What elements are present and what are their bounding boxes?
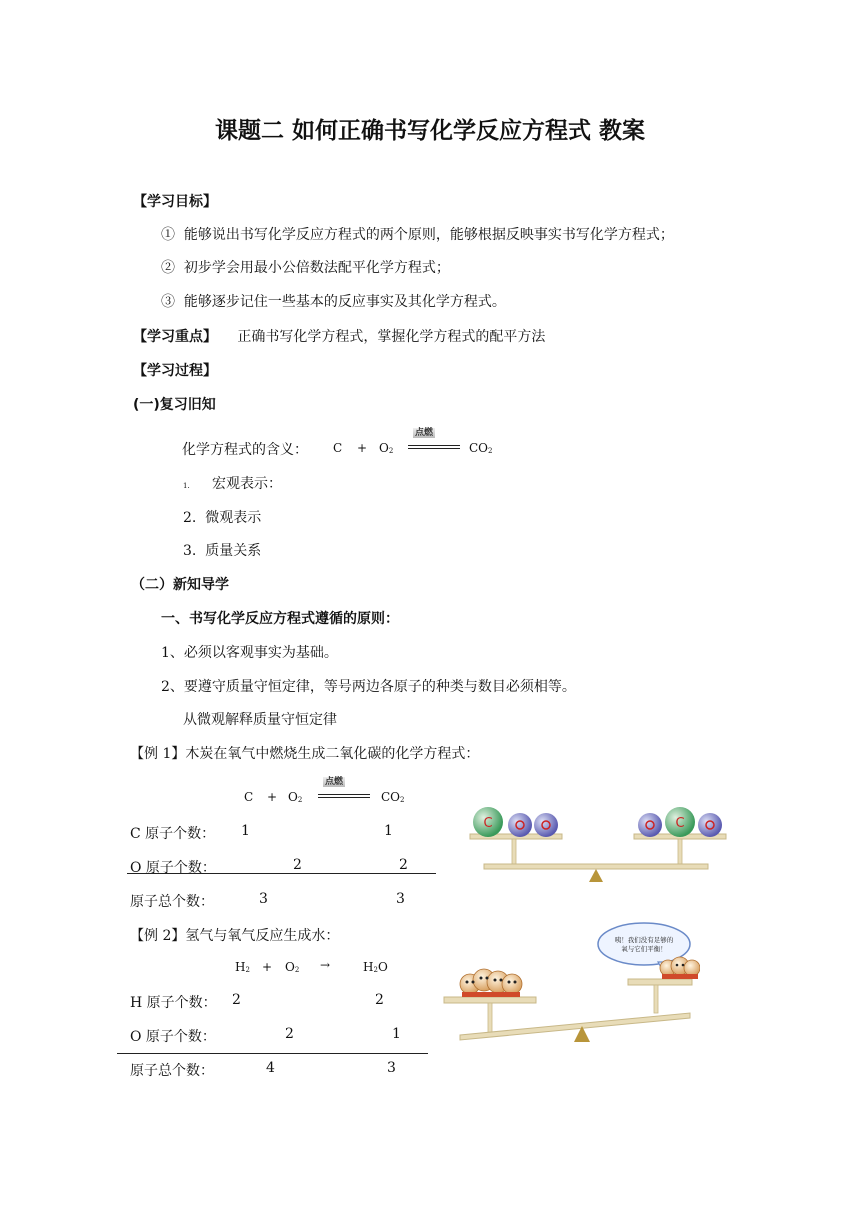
ex1-row-left: 1 <box>241 823 250 839</box>
meaning-label: 化学方程式的含义： <box>182 442 308 458</box>
ex2-row-left: 2 <box>285 1026 294 1042</box>
ex2-row-right: 2 <box>375 992 384 1008</box>
ex2-arrow: → <box>320 958 331 972</box>
ex1-row-left: 3 <box>259 891 268 907</box>
ex1-row-label: C 原子个数： <box>130 826 216 842</box>
ex2-sum-line <box>117 1053 428 1054</box>
new-heading: （二）新知导学 <box>131 577 229 593</box>
svg-text:咦！我们没有足够的: 咦！我们没有足够的 <box>614 936 674 944</box>
ex2-row-right: 3 <box>387 1060 396 1076</box>
ex2-row-left: 4 <box>266 1060 275 1076</box>
ex1-product: CO2 <box>381 790 405 804</box>
svg-text:C: C <box>675 816 685 831</box>
svg-text:氧与它们平衡！: 氧与它们平衡！ <box>621 945 667 953</box>
process-heading: 【学习过程】 <box>133 363 217 379</box>
review-item: 2. 微观表示 <box>183 510 262 526</box>
eq-reactant-c: C <box>333 441 343 455</box>
tilted-balance-illustration <box>440 918 700 1058</box>
hydrogen-molecule-figure <box>460 969 522 997</box>
ex2-row-left: 2 <box>232 992 241 1008</box>
ex1-row-left: 2 <box>293 857 302 873</box>
principle-1: 1、必须以客观事实为基础。 <box>161 645 338 661</box>
oxygen-atom <box>638 813 662 837</box>
balance-scale-illustration <box>464 796 734 886</box>
eq-reactant-o2: O2 <box>379 441 394 455</box>
ex1-row-label: 原子总个数： <box>130 894 214 910</box>
review-heading: (一)复习旧知 <box>133 397 216 413</box>
oxygen-atom <box>534 813 558 837</box>
ex1-equals-sign <box>318 794 370 798</box>
objective-item: ② 初步学会用最小公倍数法配平化学方程式； <box>161 260 450 276</box>
ex1-row-label: O 原子个数： <box>130 860 216 876</box>
principle-3: 从微观解释质量守恒定律 <box>183 712 337 728</box>
ex2-row-label: H 原子个数： <box>130 995 217 1011</box>
eq-product: CO2 <box>469 441 493 455</box>
ex1-reactant-o2: O2 <box>288 790 303 804</box>
ex2-row-right: 1 <box>392 1026 401 1042</box>
objective-item: ① 能够说出书写化学反应方程式的两个原则，能够根据反映事实书写化学方程式； <box>161 227 674 243</box>
ex1-condition: 点燃 <box>325 777 344 787</box>
review-item: 1. 宏观表示： <box>183 476 282 492</box>
example2-label: 【例 2】氢气与氧气反应生成水： <box>130 928 340 944</box>
ex2-row-label: 原子总个数： <box>130 1063 214 1079</box>
principle-heading: 一、书写化学反应方程式遵循的原则： <box>161 611 399 627</box>
review-item: 3. 质量关系 <box>183 543 262 559</box>
eq-equals-sign <box>408 445 460 449</box>
ex1-row-right: 2 <box>399 857 408 873</box>
objectives-heading: 【学习目标】 <box>133 194 217 210</box>
ex2-product: H2O <box>363 960 388 974</box>
ex2-reactant-h2: H2 <box>235 960 250 974</box>
ex2-row-label: O 原子个数： <box>130 1029 216 1045</box>
ex1-row-right: 1 <box>384 823 393 839</box>
oxygen-atom <box>508 813 532 837</box>
ex2-reactant-o2: O2 <box>285 960 300 974</box>
objective-item: ③ 能够逐步记住一些基本的反应事实及其化学方程式。 <box>161 294 506 310</box>
oxygen-molecule-figure <box>660 957 700 979</box>
ex2-plus: + <box>262 960 273 974</box>
ex1-row-right: 3 <box>396 891 405 907</box>
ex1-plus: + <box>267 790 278 804</box>
eq-condition: 点燃 <box>415 428 434 438</box>
example1-label: 【例 1】木炭在氧气中燃烧生成二氧化碳的化学方程式： <box>130 746 480 762</box>
ex1-sum-line <box>127 873 436 874</box>
page-title: 课题二 如何正确书写化学反应方程式 教案 <box>214 118 645 144</box>
principle-2: 2、要遵守质量守恒定律，等号两边各原子的种类与数目必须相等。 <box>161 679 576 695</box>
key-points: 【学习重点】 正确书写化学方程式，掌握化学方程式的配平方法 <box>133 329 546 345</box>
svg-text:C: C <box>483 816 493 831</box>
oxygen-atom <box>698 813 722 837</box>
eq-plus: + <box>357 441 368 455</box>
ex1-reactant-c: C <box>244 790 254 804</box>
